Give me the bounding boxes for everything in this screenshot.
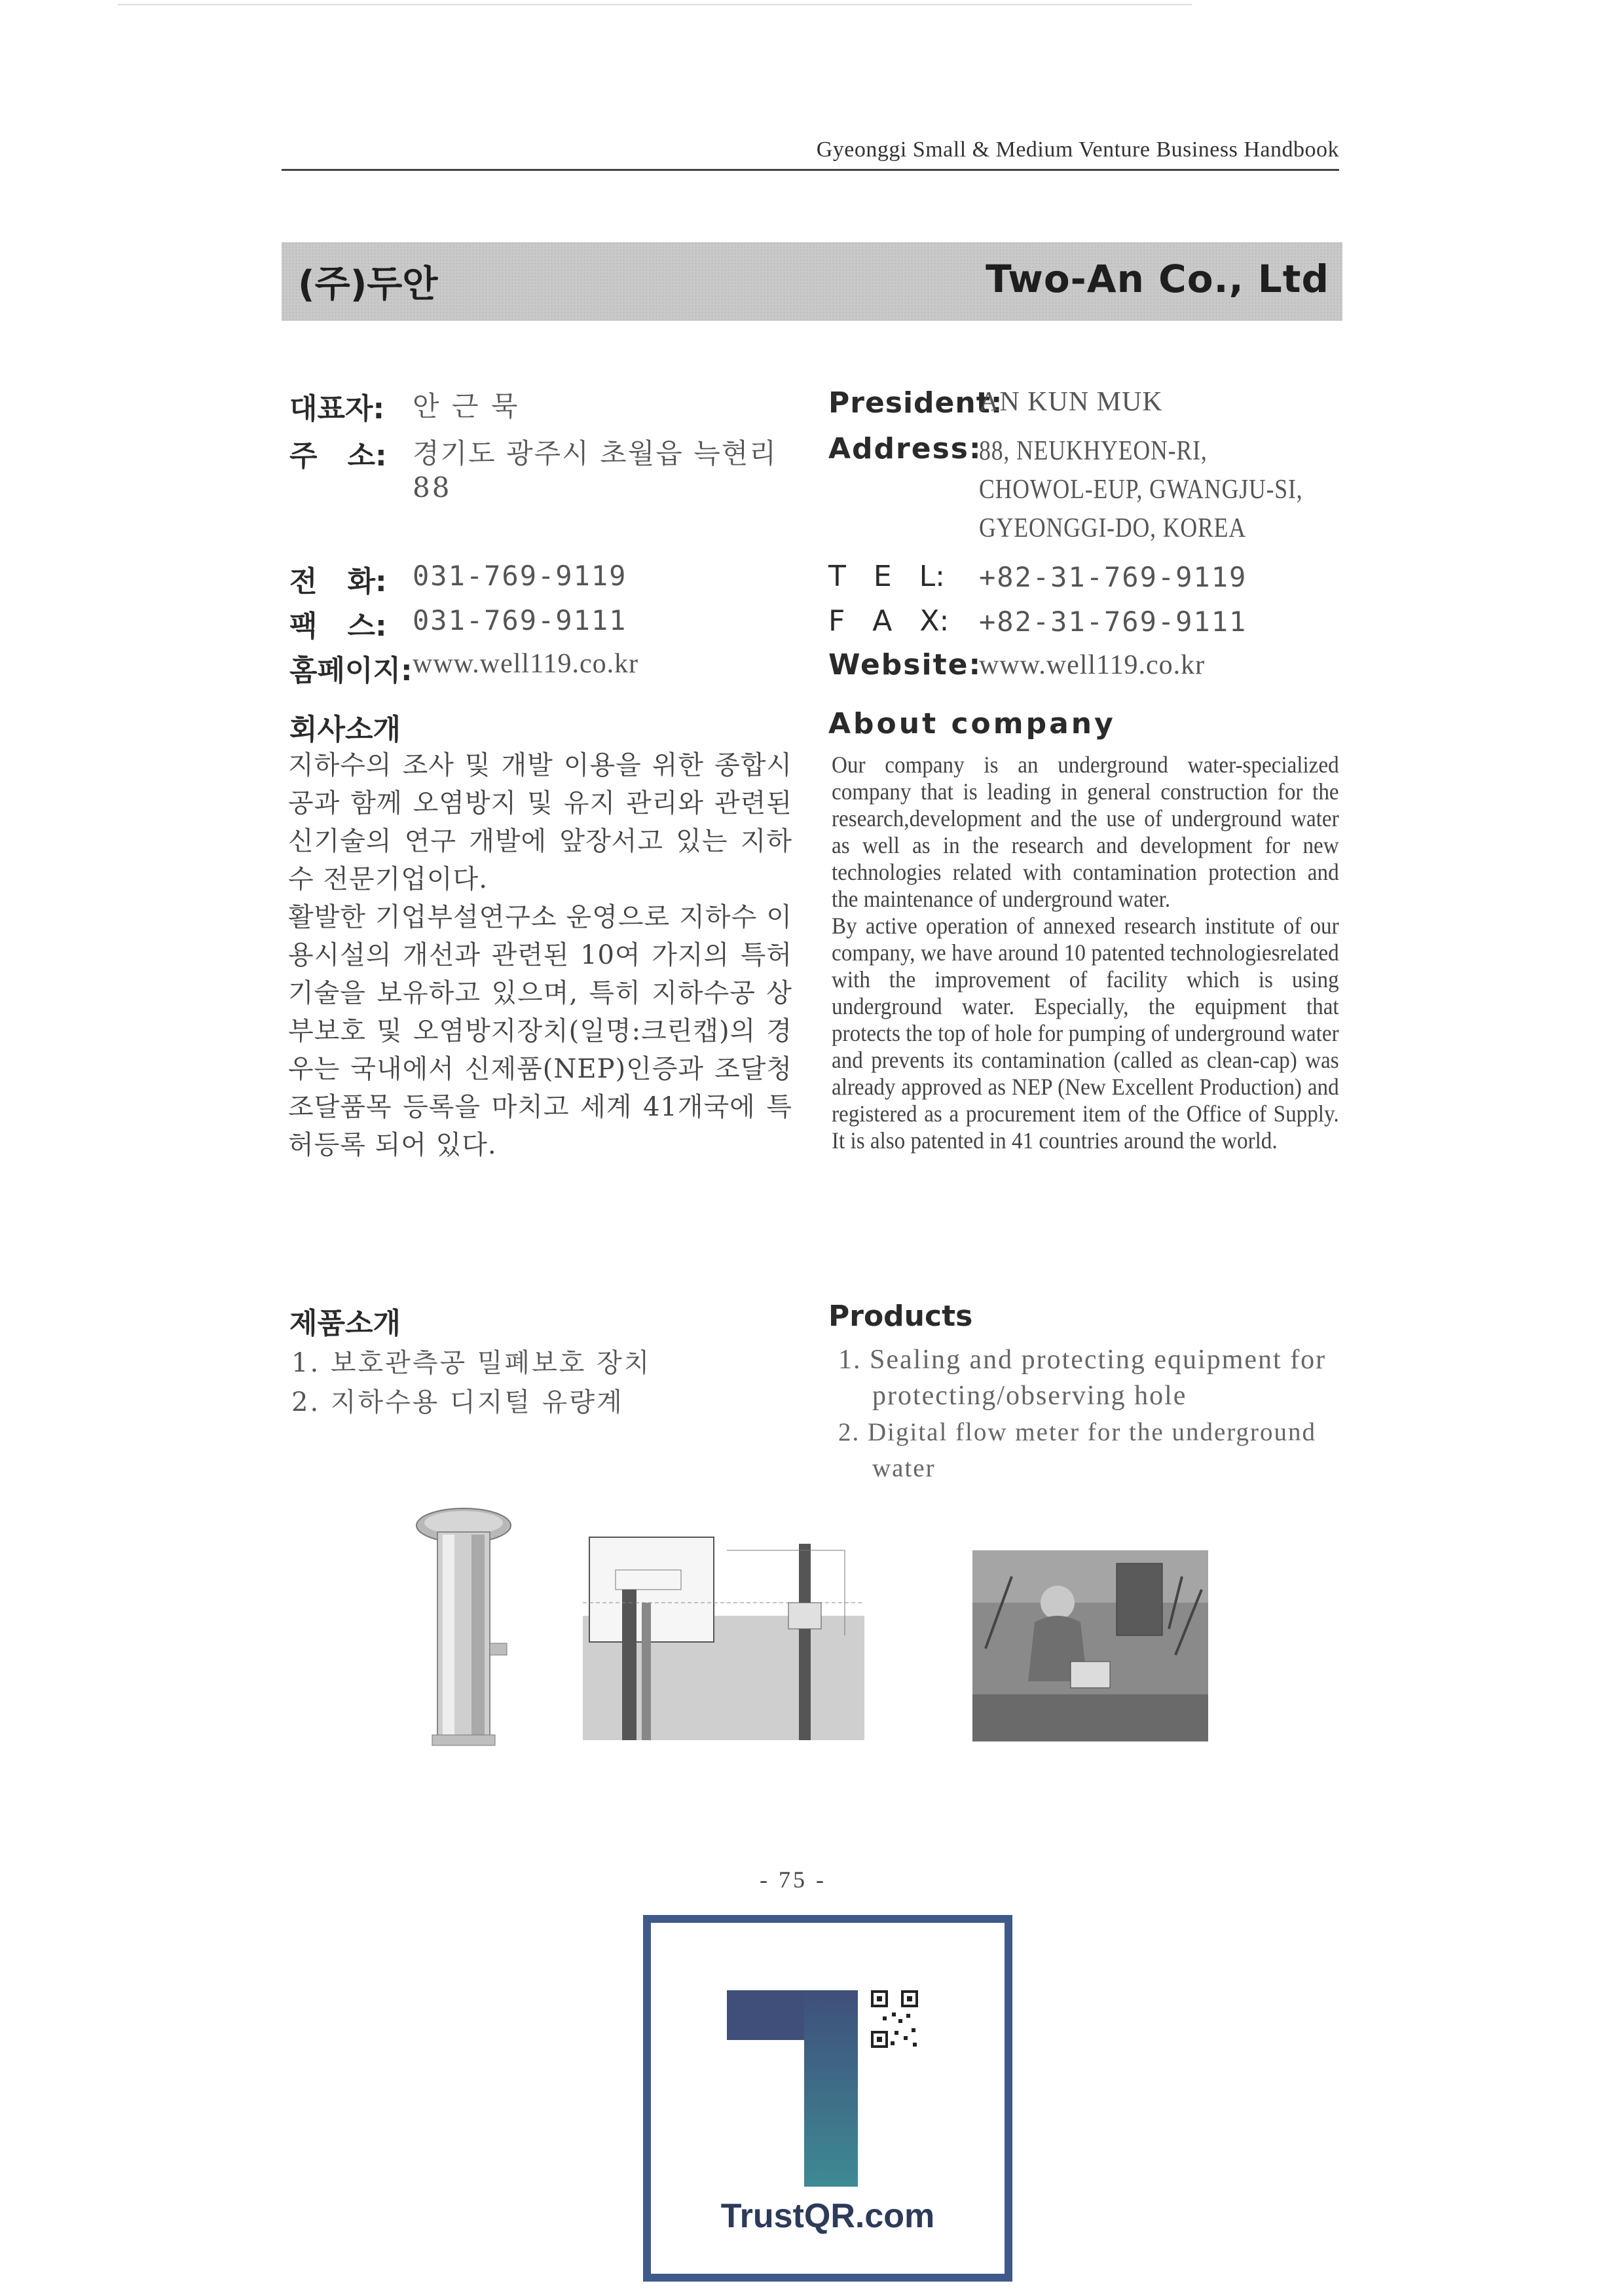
field-installation-photo xyxy=(972,1550,1208,1741)
about-paragraph-ko-2: 활발한 기업부설연구소 운영으로 지하수 이용시설의 개선과 관련된 10여 가지의 특허기술을 보유하고 있으며, 특히 지하수공 상부보호 및 오염방지장치(일명:크린캡)의 경우는 국내에서 신제품(NEP)인증과 조달청 조달품목 등록을 마치고 세계 41개국에 특허등록 되어 있다. xyxy=(288,902,792,1160)
president-value-ko: 안 근 묵 xyxy=(413,390,520,422)
about-heading-en: About company xyxy=(828,707,1116,740)
products-heading-ko: 제품소개 xyxy=(289,1307,401,1340)
header-rule xyxy=(282,169,1339,171)
installation-diagram xyxy=(583,1531,864,1740)
address-line1-en: 88, NEUKHYEON-RI, xyxy=(979,436,1208,466)
scan-edge-line xyxy=(118,4,1192,5)
address-line2-en: CHOWOL-EUP, GWANGJU-SI, xyxy=(979,475,1303,505)
president-label-en: President: xyxy=(828,386,1003,420)
about-body-ko xyxy=(288,746,792,1164)
about-heading-ko: 회사소개 xyxy=(289,713,401,746)
tel-value-en: +82-31-769-9119 xyxy=(979,561,1247,593)
tel-label-en: T E L: xyxy=(828,560,945,593)
address-label-en: Address: xyxy=(828,432,982,465)
product-item-ko-2: 2. 지하수용 디지털 유량계 xyxy=(291,1387,624,1417)
products-heading-en: Products xyxy=(828,1300,973,1333)
trustqr-logo-mark xyxy=(714,1990,936,2187)
products-list-en xyxy=(838,1342,1349,1486)
product-item-en-2: 2. Digital flow meter for the underground water xyxy=(838,1418,1317,1482)
product-item-ko-1: 1. 보호관측공 밀폐보호 장치 xyxy=(291,1348,652,1378)
homepage-value-ko[interactable]: www.well119.co.kr xyxy=(413,649,639,679)
address-line3-en: GYEONGGI-DO, KOREA xyxy=(979,513,1246,543)
fax-label-en: F A X: xyxy=(828,604,950,638)
product-item-en-1: 1. Sealing and protecting equipment for protecting/observing hole xyxy=(838,1345,1327,1411)
homepage-label-ko: 홈페이지: xyxy=(289,654,413,687)
watermark-caption: TrustQR.com xyxy=(720,2197,935,2235)
tel-label-ko: 전 화: xyxy=(289,565,387,598)
fax-value-en: +82-31-769-9111 xyxy=(979,606,1247,638)
tel-value-ko: 031-769-9119 xyxy=(413,560,627,592)
about-body-en xyxy=(832,752,1339,1154)
address-label-ko: 주 소: xyxy=(289,439,387,473)
products-list-ko xyxy=(291,1343,750,1422)
fax-value-ko: 031-769-9111 xyxy=(413,604,627,636)
clean-cap-product-photo xyxy=(406,1506,517,1755)
company-name-ko: (주)두안 xyxy=(298,263,438,306)
about-paragraph-en-1: Our company is an underground water-specialized company that is leading in general construction for the research,development and the use of underground water as well as in the research and development for new technologies related with contamination protection and the maintenance of underground water. xyxy=(832,752,1339,912)
address-line2-ko: 88 xyxy=(413,471,452,503)
page-number: - 75 - xyxy=(760,1867,826,1893)
running-header: Gyeonggi Small & Medium Venture Business Handbook xyxy=(816,137,1339,162)
website-value-en[interactable]: www.well119.co.kr xyxy=(979,650,1206,680)
website-label-en: Website: xyxy=(828,648,982,682)
address-line1-ko: 경기도 광주시 초월읍 늑현리 xyxy=(413,437,777,469)
fax-label-ko: 팩 스: xyxy=(289,610,387,643)
president-value-en: AN KUN MUK xyxy=(979,387,1163,417)
about-paragraph-en-2: By active operation of annexed research institute of our company, we have around 10 patented technologiesrelated with the improvement of facility which is using underground water. Especially, the equipment that protects the top of hole for pumping of underground water and prevents its contamination (called as clean-cap) was already approved as NEP (New Excellent Production) and registered as a procurement item of the Office of Supply. It is also patented in 41 countries around the world. xyxy=(832,913,1339,1154)
about-paragraph-ko-1: 지하수의 조사 및 개발 이용을 위한 종합시공과 함께 오염방지 및 유지 관리와 관련된 신기술의 연구 개발에 앞장서고 있는 지하수 전문기업이다. xyxy=(288,750,792,894)
president-label-ko: 대표자: xyxy=(289,392,385,426)
company-name-en: Two-An Co., Ltd xyxy=(986,257,1329,301)
